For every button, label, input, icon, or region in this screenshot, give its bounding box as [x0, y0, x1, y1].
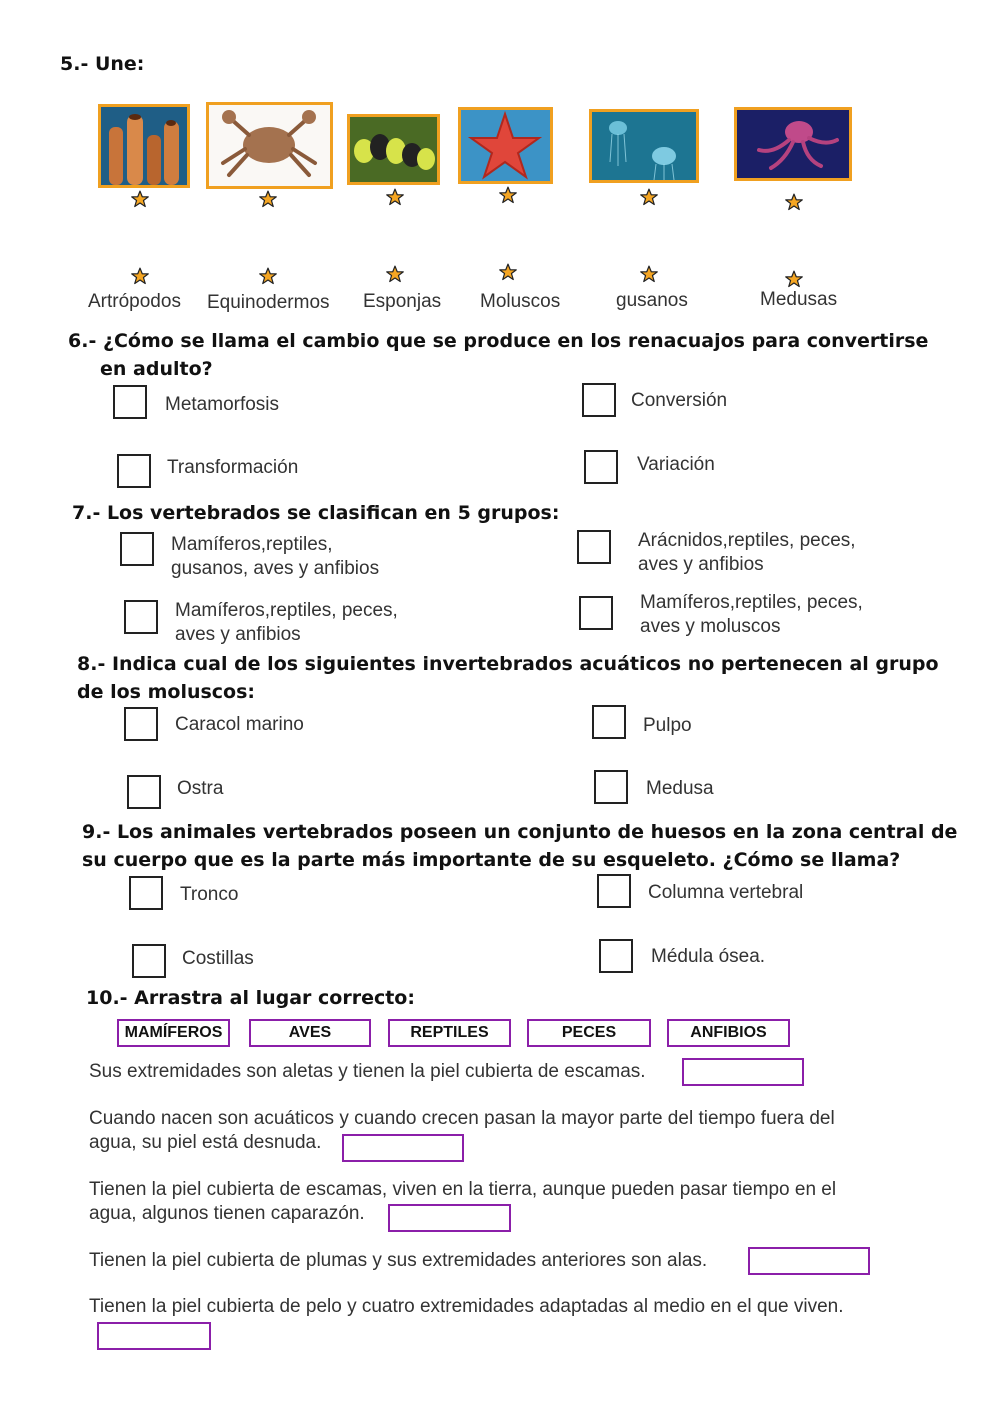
q6-checkbox-variacion[interactable] [584, 450, 618, 484]
q9-checkbox-costillas[interactable] [132, 944, 166, 978]
q7-option: Mamíferos,reptiles, gusanos, aves y anfibios [171, 534, 380, 579]
star-icon[interactable] [386, 265, 404, 283]
q9-option: Tronco [180, 884, 239, 905]
label-medusas: Medusas [760, 289, 838, 310]
label-moluscos: Moluscos [480, 291, 561, 312]
drop-zone-3[interactable] [388, 1204, 511, 1232]
q7-option: Mamíferos,reptiles, peces, aves y moluscos [640, 592, 863, 637]
q7-checkbox[interactable] [577, 530, 611, 564]
drop-zone-1[interactable] [682, 1058, 804, 1086]
star-icon[interactable] [785, 193, 803, 211]
q9-checkbox-medula[interactable] [599, 939, 633, 973]
sponge-image[interactable] [98, 104, 190, 188]
q8-option: Medusa [646, 778, 714, 799]
drag-tag-mamiferos[interactable]: MAMÍFEROS [117, 1019, 230, 1047]
q8-option: Ostra [177, 778, 224, 799]
q6-option: Metamorfosis [165, 394, 280, 415]
q8-checkbox-ostra[interactable] [127, 775, 161, 809]
statement-5: Tienen la piel cubierta de pelo y cuatro extremidades adaptadas al medio en el que viven. [89, 1296, 844, 1317]
drop-zone-2[interactable] [342, 1134, 464, 1162]
q8-checkbox-caracol[interactable] [124, 707, 158, 741]
q8-option: Pulpo [643, 715, 692, 736]
drop-zone-5[interactable] [97, 1322, 211, 1350]
q7-option: Arácnidos,reptiles, peces, aves y anfibios [638, 530, 856, 575]
star-icon[interactable] [640, 265, 658, 283]
label-gusanos: gusanos [616, 290, 688, 311]
q6-option: Conversión [631, 390, 728, 411]
crab-image[interactable] [206, 102, 333, 189]
q9-checkbox-columna[interactable] [597, 874, 631, 908]
q6-checkbox-metamorfosis[interactable] [113, 385, 147, 419]
drag-tag-aves[interactable]: AVES [249, 1019, 371, 1047]
statement-3: Tienen la piel cubierta de escamas, viven en la tierra, aunque pueden pasar tiempo en el [89, 1179, 837, 1200]
drag-tag-reptiles[interactable]: REPTILES [388, 1019, 511, 1047]
q8-checkbox-medusa[interactable] [594, 770, 628, 804]
statement-2-line2: agua, su piel está desnuda. [89, 1132, 322, 1153]
q8-title-line2: de los moluscos: [77, 681, 256, 703]
label-equinodermos: Equinodermos [207, 292, 330, 313]
q6-title: 6.- ¿Cómo se llama el cambio que se produce en los renacuajos para convertirse [68, 330, 929, 352]
statement-2: Cuando nacen son acuáticos y cuando crecen pasan la mayor parte del tiempo fuera del [89, 1108, 835, 1129]
star-icon[interactable] [131, 267, 149, 285]
statement-1: Sus extremidades son aletas y tienen la piel cubierta de escamas. [89, 1061, 646, 1082]
q7-checkbox[interactable] [124, 600, 158, 634]
label-esponjas: Esponjas [363, 291, 442, 312]
q7-option: Mamíferos,reptiles, peces, aves y anfibios [175, 600, 398, 645]
q9-title-line2: su cuerpo que es la parte más importante de su esqueleto. ¿Cómo se llama? [82, 849, 901, 871]
star-icon[interactable] [499, 186, 517, 204]
star-icon[interactable] [785, 270, 803, 288]
q7-title: 7.- Los vertebrados se clasifican en 5 grupos: [72, 502, 560, 524]
star-icon[interactable] [259, 190, 277, 208]
q8-title: 8.- Indica cual de los siguientes invertebrados acuáticos no pertenecen al grupo [77, 653, 939, 675]
q10-title: 10.- Arrastra al lugar correcto: [86, 987, 415, 1009]
q9-option: Médula ósea. [651, 946, 766, 967]
star-icon[interactable] [499, 263, 517, 281]
caterpillar-image[interactable] [347, 114, 440, 185]
drag-tag-anfibios[interactable]: ANFIBIOS [667, 1019, 790, 1047]
jellyfish-image[interactable] [589, 109, 699, 183]
q9-option: Costillas [182, 948, 254, 969]
q8-option: Caracol marino [175, 714, 304, 735]
octopus-image[interactable] [734, 107, 852, 181]
q6-checkbox-conversion[interactable] [582, 383, 616, 417]
statement-4: Tienen la piel cubierta de plumas y sus extremidades anteriores son alas. [89, 1250, 708, 1271]
star-icon[interactable] [386, 188, 404, 206]
q9-title: 9.- Los animales vertebrados poseen un conjunto de huesos en la zona central de [82, 821, 958, 843]
statement-3-line2: agua, algunos tienen caparazón. [89, 1203, 365, 1224]
star-icon[interactable] [259, 267, 277, 285]
q6-option: Transformación [167, 457, 299, 478]
q9-option: Columna vertebral [648, 882, 804, 903]
q9-checkbox-tronco[interactable] [129, 876, 163, 910]
q6-checkbox-transformacion[interactable] [117, 454, 151, 488]
q6-title-line2: en adulto? [100, 358, 213, 380]
q7-checkbox[interactable] [579, 596, 613, 630]
label-artropodos: Artrópodos [88, 291, 181, 312]
star-icon[interactable] [640, 188, 658, 206]
q6-option: Variación [637, 454, 715, 475]
q7-checkbox[interactable] [120, 532, 154, 566]
q5-title: 5.- Une: [60, 53, 145, 75]
q8-checkbox-pulpo[interactable] [592, 705, 626, 739]
drop-zone-4[interactable] [748, 1247, 870, 1275]
star-icon[interactable] [131, 190, 149, 208]
starfish-image[interactable] [458, 107, 553, 184]
drag-tag-peces[interactable]: PECES [527, 1019, 651, 1047]
